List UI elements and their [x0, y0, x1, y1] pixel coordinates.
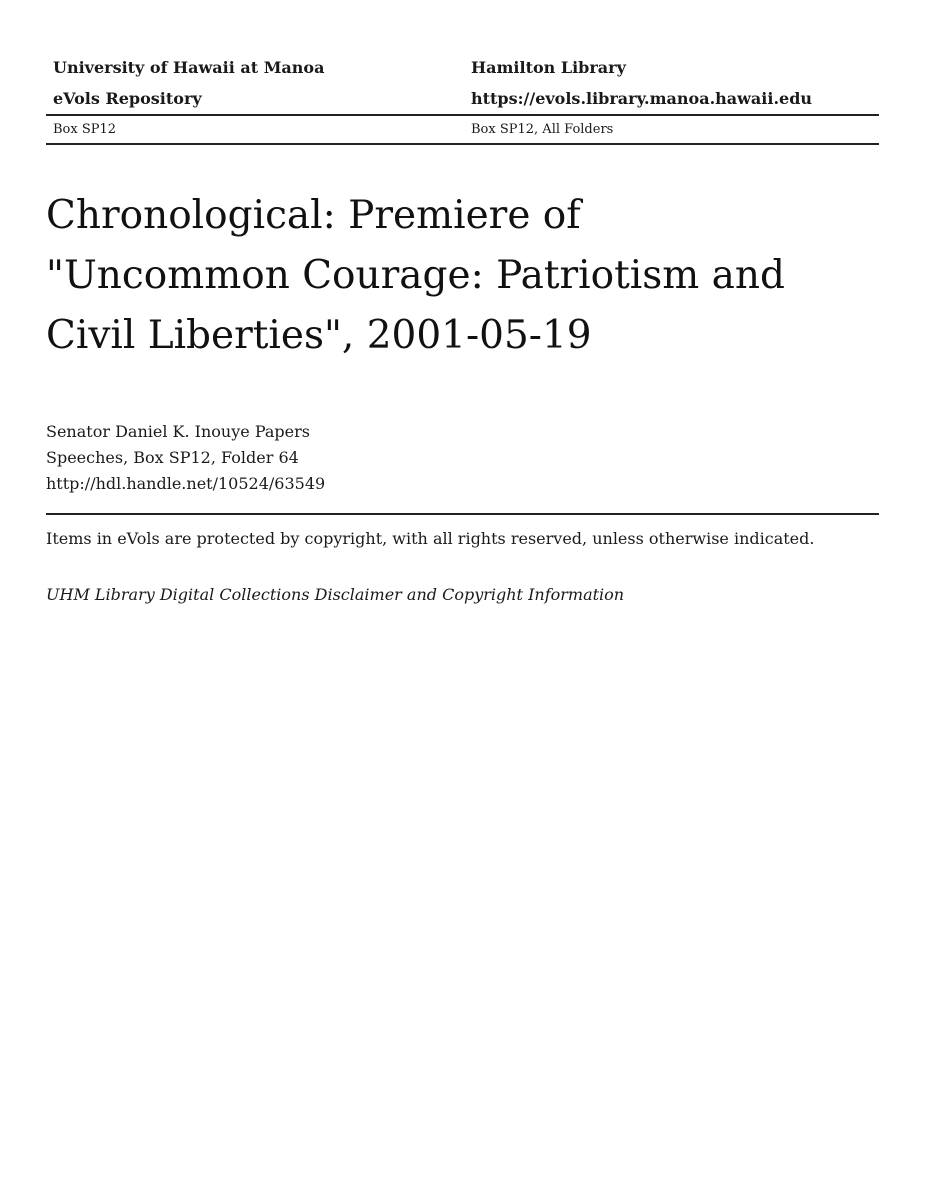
title-line-2: "Uncommon Courage: Patriotism and — [46, 253, 786, 298]
box-label-right: Box SP12, All Folders — [471, 122, 614, 137]
box-row — [46, 116, 879, 145]
institution-name: University of Hawaii at Manoa — [53, 58, 325, 77]
header-table — [46, 52, 879, 145]
document-metadata — [46, 419, 325, 497]
header-row-2 — [46, 83, 879, 114]
document-title — [46, 186, 846, 366]
rights-statement: Items in eVols are protected by copyright, with all rights reserved, unless otherwise indicated. — [46, 529, 815, 548]
header-row-1 — [46, 52, 879, 83]
repository-url[interactable]: https://evols.library.manoa.hawaii.edu — [471, 89, 813, 108]
box-label-left: Box SP12 — [53, 122, 117, 137]
repository-name: eVols Repository — [53, 89, 202, 108]
footer-divider — [46, 513, 879, 515]
title-line-3: Civil Liberties", 2001-05-19 — [46, 313, 592, 358]
folder-location: Speeches, Box SP12, Folder 64 — [46, 448, 299, 467]
disclaimer-link[interactable]: UHM Library Digital Collections Disclaimer and Copyright Information — [46, 585, 625, 604]
title-line-1: Chronological: Premiere of — [46, 193, 581, 238]
library-name: Hamilton Library — [471, 58, 626, 77]
handle-link[interactable]: http://hdl.handle.net/10524/63549 — [46, 474, 326, 493]
collection-name: Senator Daniel K. Inouye Papers — [46, 422, 310, 441]
